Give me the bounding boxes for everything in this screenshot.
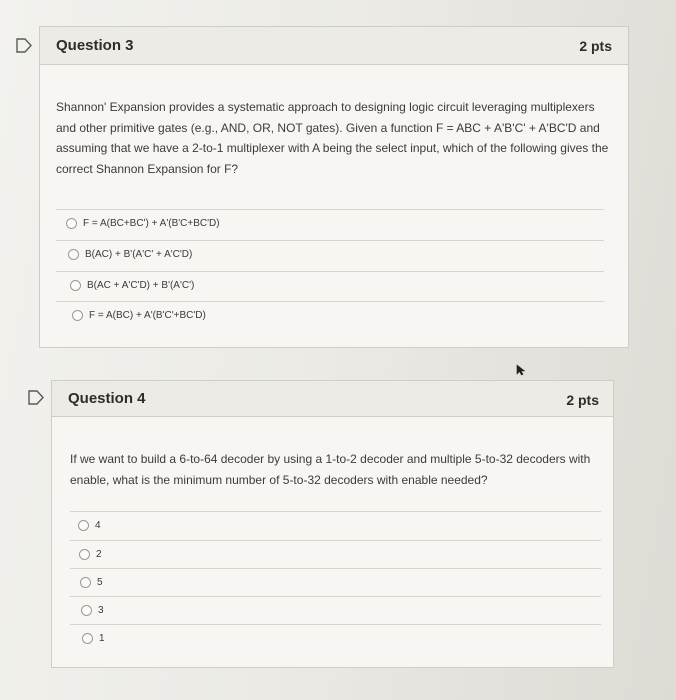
answer-label: B(AC + A'C'D) + B'(A'C')	[87, 279, 195, 291]
answer-label: 2	[96, 548, 102, 560]
radio-button[interactable]	[79, 549, 90, 560]
question-3-points: 2 pts	[579, 38, 612, 54]
answer-option[interactable]	[70, 511, 601, 538]
radio-button[interactable]	[68, 249, 79, 260]
answer-option[interactable]	[56, 209, 604, 236]
question-3-header	[40, 27, 628, 65]
radio-button[interactable]	[82, 633, 93, 644]
answer-option[interactable]	[56, 301, 604, 328]
question-3-text: Shannon' Expansion provides a systematic approach to designing logic circuit leveraging multiplexers and other primitive gates (e.g., AND, OR, NOT gates). Given a function F = ABC + A'B'C' + A'BC'D and assuming that we have a 2-to-1 multiplexer with A being the select input, which of the following gives the correct Shannon Expansion for F?	[56, 100, 609, 176]
answer-option[interactable]	[56, 240, 604, 267]
answer-label: 4	[95, 519, 101, 531]
question-3-title: Question 3	[56, 37, 134, 54]
answer-option[interactable]	[70, 624, 601, 651]
answer-label: 3	[98, 604, 104, 616]
radio-button[interactable]	[80, 577, 91, 588]
bookmark-icon[interactable]	[27, 390, 45, 405]
answer-label: 5	[97, 576, 103, 588]
answer-option[interactable]	[70, 596, 601, 623]
radio-button[interactable]	[81, 605, 92, 616]
radio-button[interactable]	[66, 218, 77, 229]
question-4-header	[52, 381, 613, 417]
answer-option[interactable]	[70, 568, 601, 595]
question-4-title: Question 4	[68, 390, 146, 407]
question-4-text: If we want to build a 6-to-64 decoder by using a 1-to-2 decoder and multiple 5-to-32 decoders with enable, what is the minimum number of 5-to-32 decoders with enable needed?	[70, 452, 591, 487]
answer-label: 1	[99, 632, 105, 644]
answer-label: F = A(BC) + A'(B'C'+BC'D)	[89, 309, 206, 321]
answer-label: B(AC) + B'(A'C' + A'C'D)	[85, 248, 193, 260]
radio-button[interactable]	[72, 310, 83, 321]
question-4-points: 2 pts	[566, 392, 599, 408]
question-3-card	[39, 26, 629, 348]
answer-option[interactable]	[56, 271, 604, 298]
question-4-card	[51, 380, 614, 668]
bookmark-icon[interactable]	[15, 38, 33, 53]
radio-button[interactable]	[70, 280, 81, 291]
radio-button[interactable]	[78, 520, 89, 531]
answer-label: F = A(BC+BC') + A'(B'C+BC'D)	[83, 217, 220, 229]
mouse-pointer-icon	[516, 363, 526, 375]
answer-option[interactable]	[70, 540, 601, 567]
